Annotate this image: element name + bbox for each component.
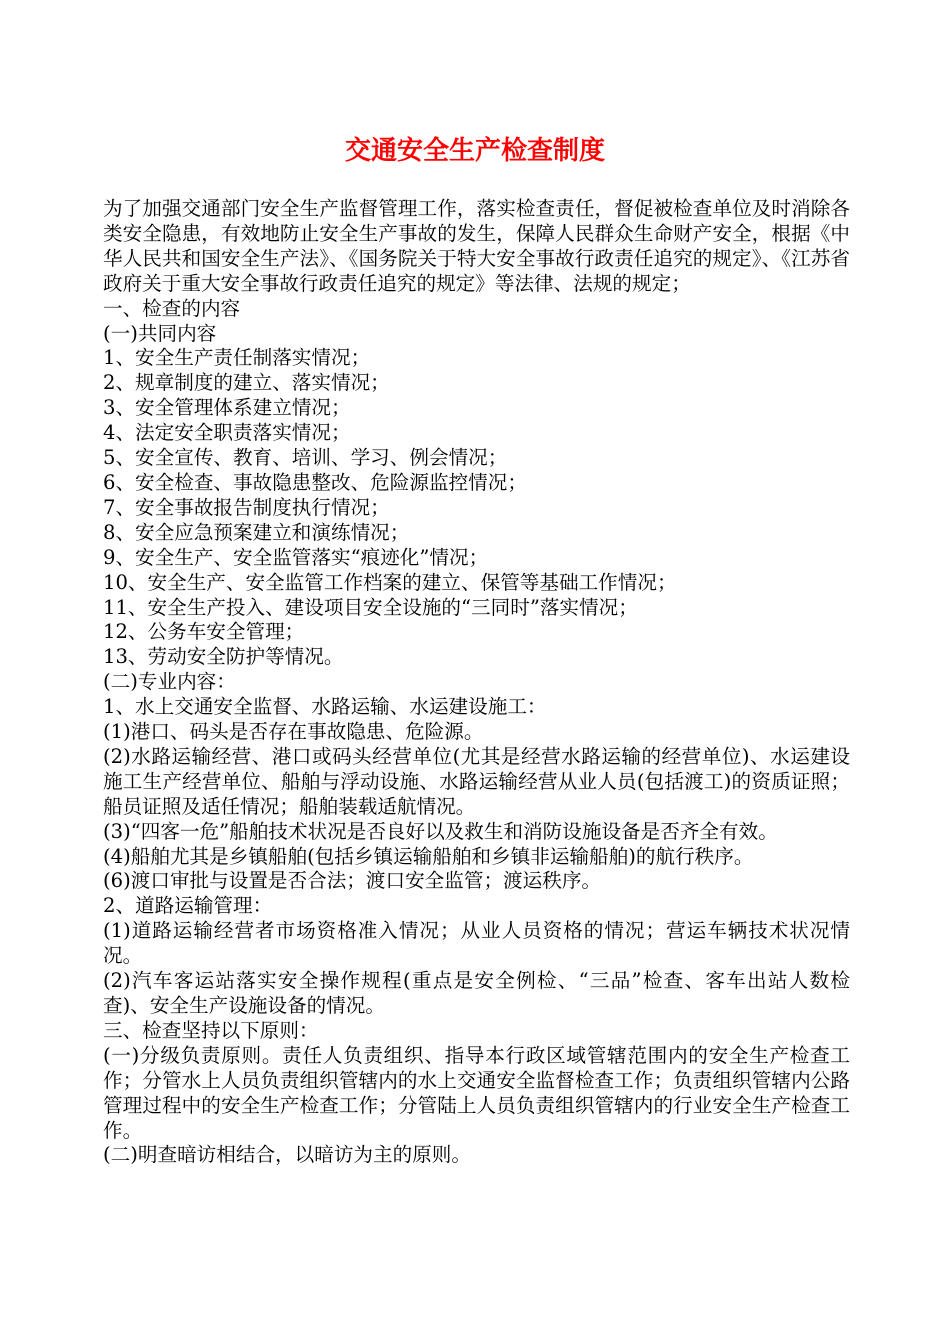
- list-item: 5、安全宣传、教育、培训、学习、例会情况；: [103, 446, 508, 470]
- list-item: (2)汽车客运站落实安全操作规程(重点是安全例检、“三品”检查、客车出站人数检查)、安全生产设施设备的情况。: [103, 969, 850, 1017]
- intro-paragraph: 为了加强交通部门安全生产监督管理工作，落实检查责任，督促被检查单位及时消除各类安全隐患，有效地防止安全生产事故的发生，保障人民群众生命财产安全，根据《中华人民共和国安全生产法》、《国务院关于特大安全事故行政责任追究的规定》、《江苏省政府关于重大安全事故行政责任追究的规定》等法律、法规的规定；: [103, 197, 850, 295]
- list-item: 1、水上交通安全监督、水路运输、水运建设施工：: [103, 695, 547, 719]
- list-item: (一)分级负责原则。责任人负责组织、指导本行政区域管辖范围内的安全生产检查工作；分管水上人员负责组织管辖内的水上交通安全监督检查工作；负责组织管辖内公路管理过程中的安全生产检查工作；分管陆上人员负责组织管辖内的行业安全生产检查工作。: [103, 1043, 850, 1142]
- subsection-heading: (二)专业内容：: [103, 670, 236, 694]
- document-title: 交通安全生产检查制度: [344, 136, 605, 166]
- list-item: 9、安全生产、安全监管落实“痕迹化”情况；: [103, 545, 489, 569]
- list-item: 3、安全管理体系建立情况；: [103, 396, 351, 420]
- list-item: 11、安全生产投入、建设项目安全设施的“三同时”落实情况；: [103, 595, 638, 619]
- list-item: 2、规章制度的建立、落实情况；: [103, 371, 390, 395]
- list-item: (4)船舶尤其是乡镇船舶(包括乡镇运输船舶和乡镇非运输船舶)的航行秩序。: [103, 844, 754, 868]
- list-item: (1)道路运输经营者市场资格准入情况；从业人员资格的情况；营运车辆技术状况情况。: [103, 919, 850, 968]
- list-item: (6)渡口审批与设置是否合法；渡口安全监管；渡运秩序。: [103, 869, 602, 893]
- list-item: 13、劳动安全防护等情况。: [103, 645, 344, 669]
- list-item: 10、安全生产、安全监管工作档案的建立、保管等基础工作情况；: [103, 570, 677, 594]
- list-item: 8、安全应急预案建立和演练情况；: [103, 520, 410, 544]
- subsection-heading: (一)共同内容: [103, 321, 217, 345]
- list-item: (3)“四客一危”船舶技术状况是否良好以及救生和消防设施设备是否齐全有效。: [103, 819, 778, 843]
- list-item: 2、道路运输管理：: [103, 894, 273, 918]
- list-item: 4、法定安全职责落实情况；: [103, 421, 351, 445]
- section-heading-3: 三、检查坚持以下原则：: [103, 1018, 319, 1042]
- list-item: 7、安全事故报告制度执行情况；: [103, 495, 390, 519]
- list-item: 12、公务车安全管理；: [103, 620, 305, 644]
- list-item: (1)港口、码头是否存在事故隐患、危险源。: [103, 720, 484, 744]
- document-body: [103, 197, 850, 1168]
- list-item: (2)水路运输经营、港口或码头经营单位(尤其是经营水路运输的经营单位)、水运建设施工生产经营单位、船舶与浮动设施、水路运输经营从业人员(包括渡工)的资质证照；船员证照及适任情况；船舶装载适航情况。: [103, 744, 850, 818]
- list-item: 6、安全检查、事故隐患整改、危险源监控情况；: [103, 470, 527, 494]
- list-item: (二)明查暗访相结合，以暗访为主的原则。: [103, 1143, 471, 1167]
- list-item: 1、安全生产责任制落实情况；: [103, 346, 371, 370]
- section-heading-1: 一、检查的内容: [103, 296, 241, 320]
